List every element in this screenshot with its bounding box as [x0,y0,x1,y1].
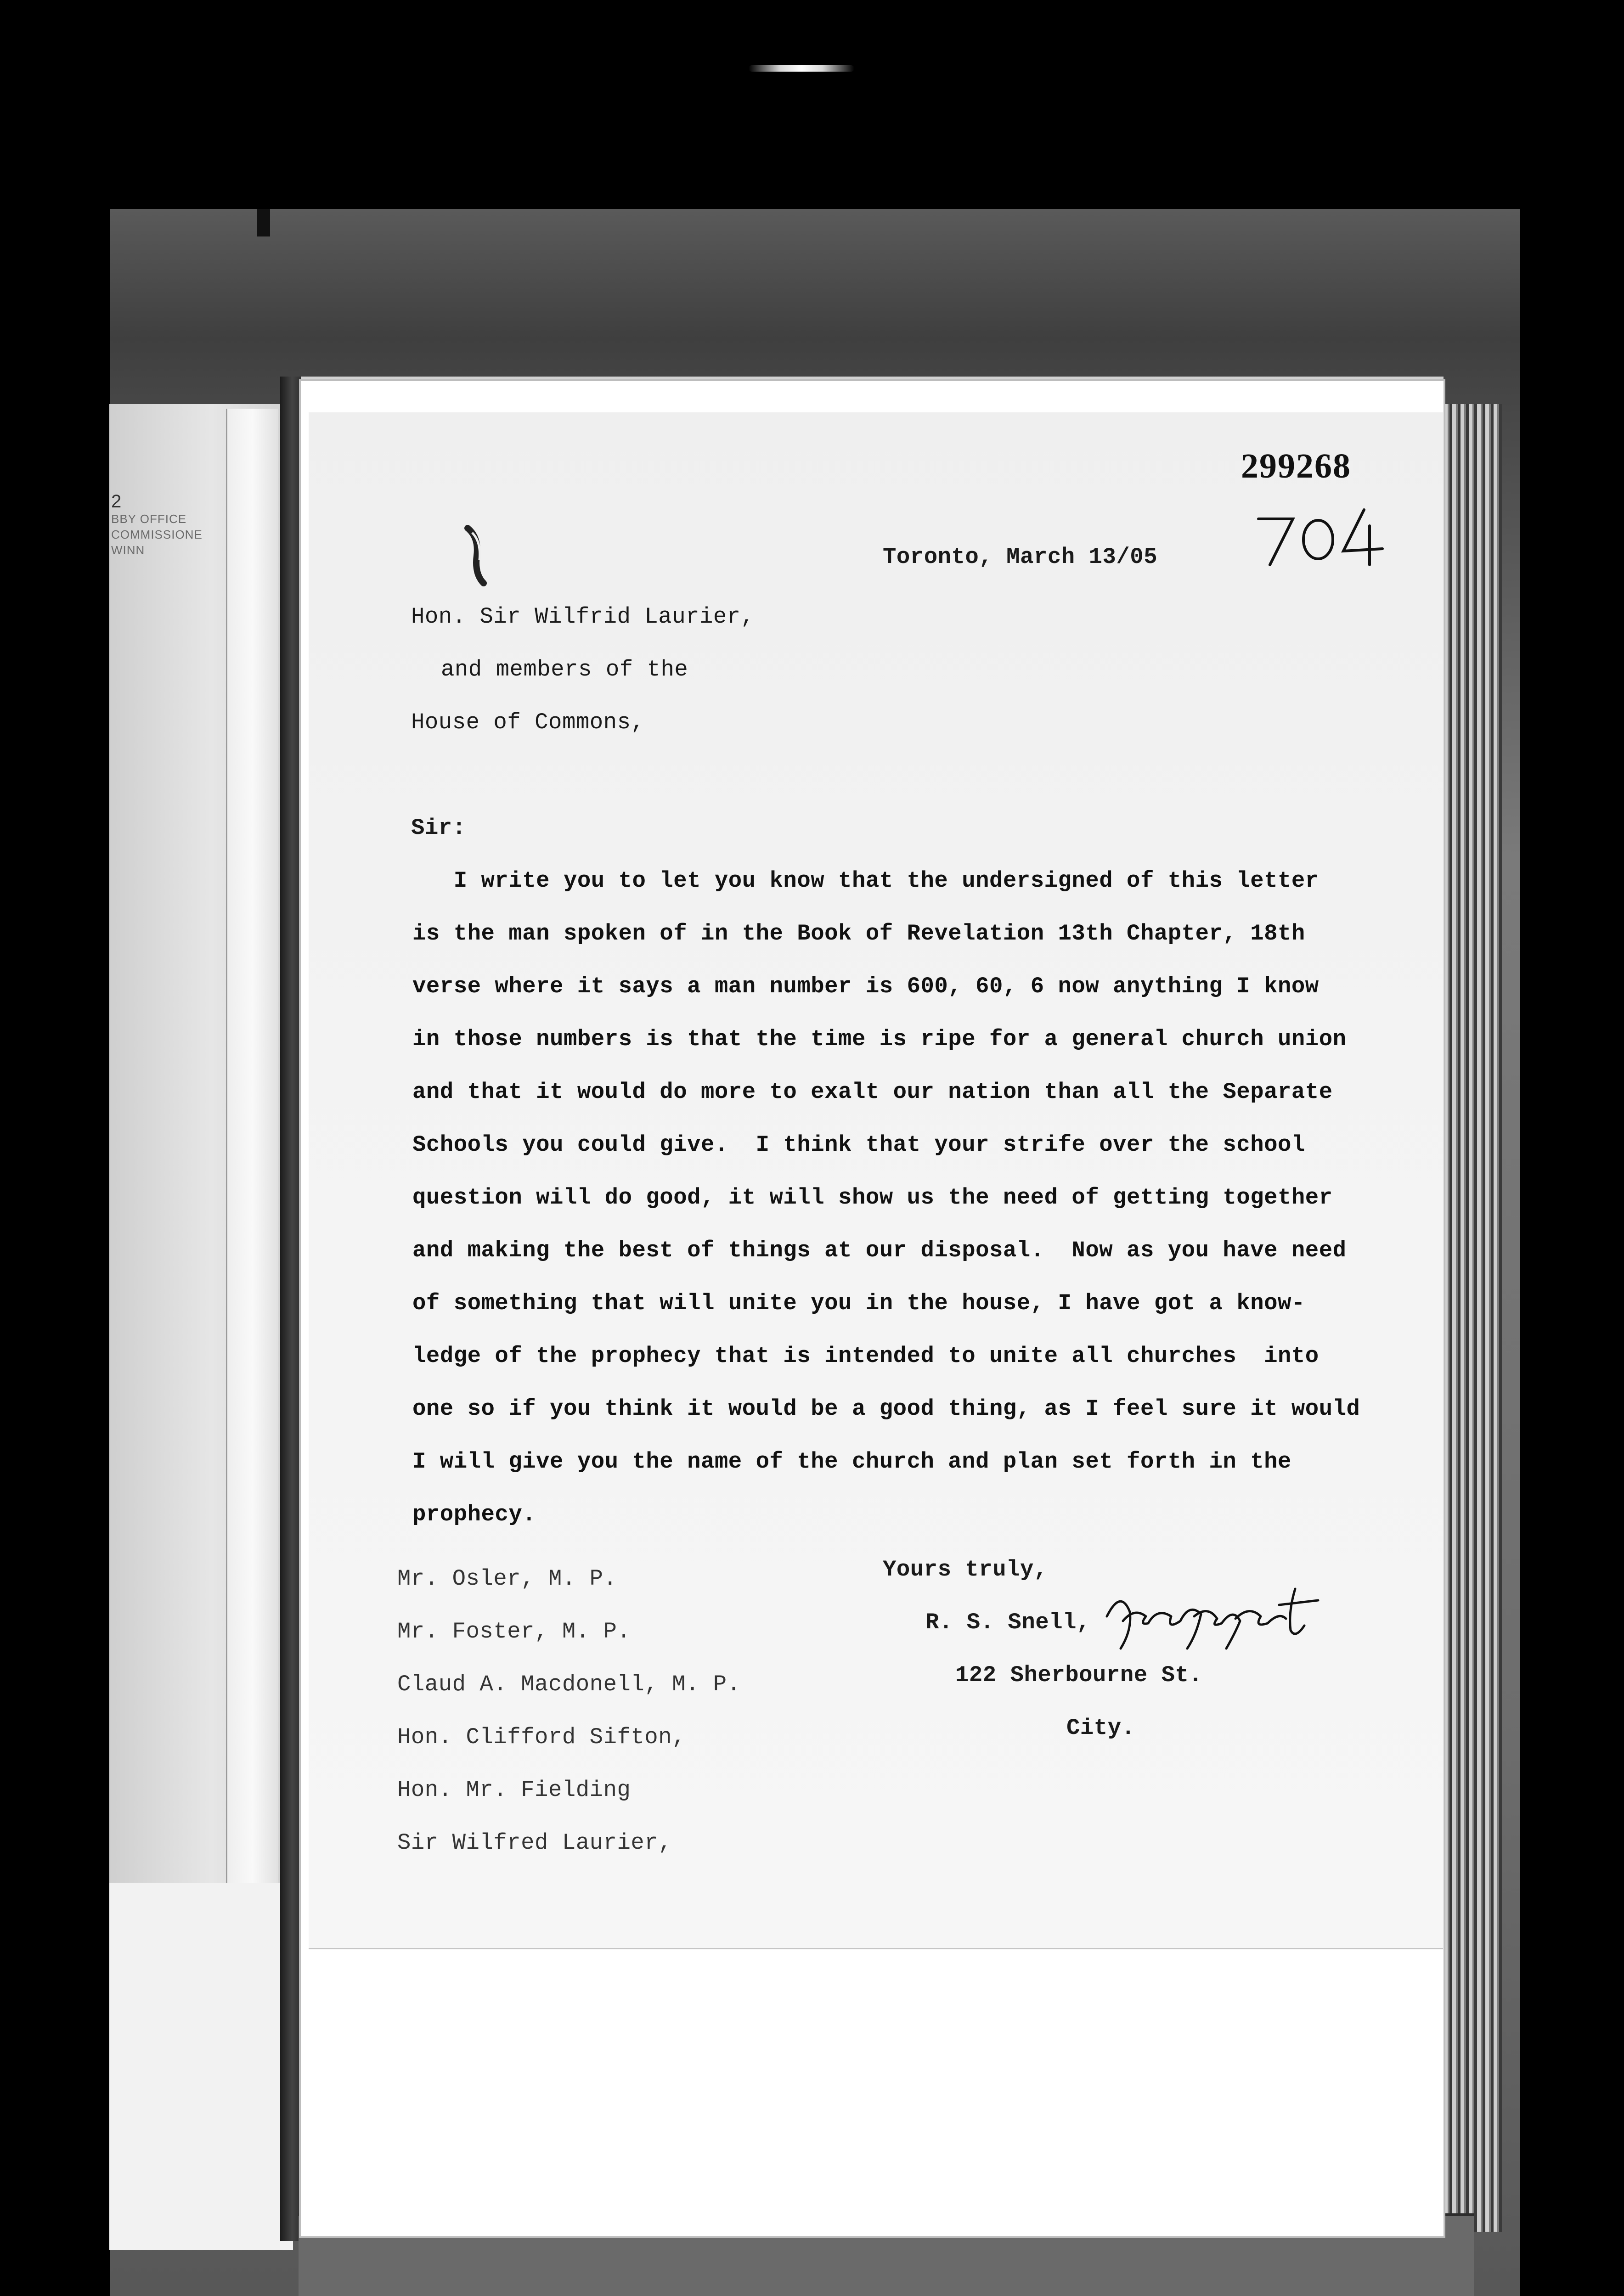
body-line: is the man spoken of in the Book of Revelation 13th Chapter, 18th [412,921,1305,946]
salutation: Sir: [411,815,466,841]
pin-mark [458,523,491,588]
place-date: Toronto, March 13/05 [883,544,1158,570]
signer-name: R. S. Snell, [925,1609,1090,1635]
cc-recipient: Mr. Osler, M. P. [397,1566,617,1592]
cc-recipient: Hon. Mr. Fielding [397,1777,631,1803]
cc-recipient: Mr. Foster, M. P. [397,1619,631,1644]
body-line: question will do good, it will show us the need of getting together [412,1185,1333,1210]
adjacent-page-lower [109,1883,293,2250]
addressee-line: Hon. Sir Wilfrid Laurier, [411,604,755,630]
fragment-line: WINN [111,543,145,557]
body-line: in those numbers is that the time is ripe for a general church union [412,1026,1347,1052]
backdrop-clip [257,209,270,236]
body-line: verse where it says a man number is 600, 60, 6 now anything I know [412,974,1319,999]
fragment-line: 2 [111,491,122,512]
addressee-line: and members of the [441,657,688,682]
body-line: prophecy. [412,1502,536,1527]
body-line: ledge of the prophecy that is intended to unite all churches into [412,1343,1319,1369]
body-line: I will give you the name of the church and plan set forth in the [412,1449,1291,1474]
cc-recipient: Hon. Clifford Sifton, [397,1724,686,1750]
cc-recipient: Claud A. Macdonell, M. P. [397,1671,741,1697]
signer-address: 122 Sherbourne St. [955,1662,1203,1688]
body-line: Schools you could give. I think that your strife over the school [412,1132,1305,1158]
signer-city: City. [1066,1715,1135,1741]
body-line: I write you to let you know that the undersigned of this letter [412,868,1319,894]
addressee-line: House of Commons, [411,709,645,735]
adjacent-page-text [111,491,221,558]
handwritten-folio-number [1249,501,1387,569]
closing: Yours truly, [883,1557,1048,1582]
body-line: one so if you think it would be a good thing, as I feel sure it would [412,1396,1360,1422]
fragment-line: COMMISSIONE [111,528,203,541]
archive-number: 299268 [1241,447,1351,485]
film-glint [749,65,854,72]
cc-recipient: Sir Wilfred Laurier, [397,1830,672,1856]
fragment-line: BBY OFFICE [111,512,187,526]
body-line: and making the best of things at our disposal. Now as you have need [412,1238,1347,1263]
handwritten-signature [1102,1580,1341,1653]
body-line: and that it would do more to exalt our nation than all the Separate [412,1079,1333,1105]
body-line: of something that will unite you in the house, I have got a know- [412,1290,1305,1316]
letter-page [309,412,1443,1948]
